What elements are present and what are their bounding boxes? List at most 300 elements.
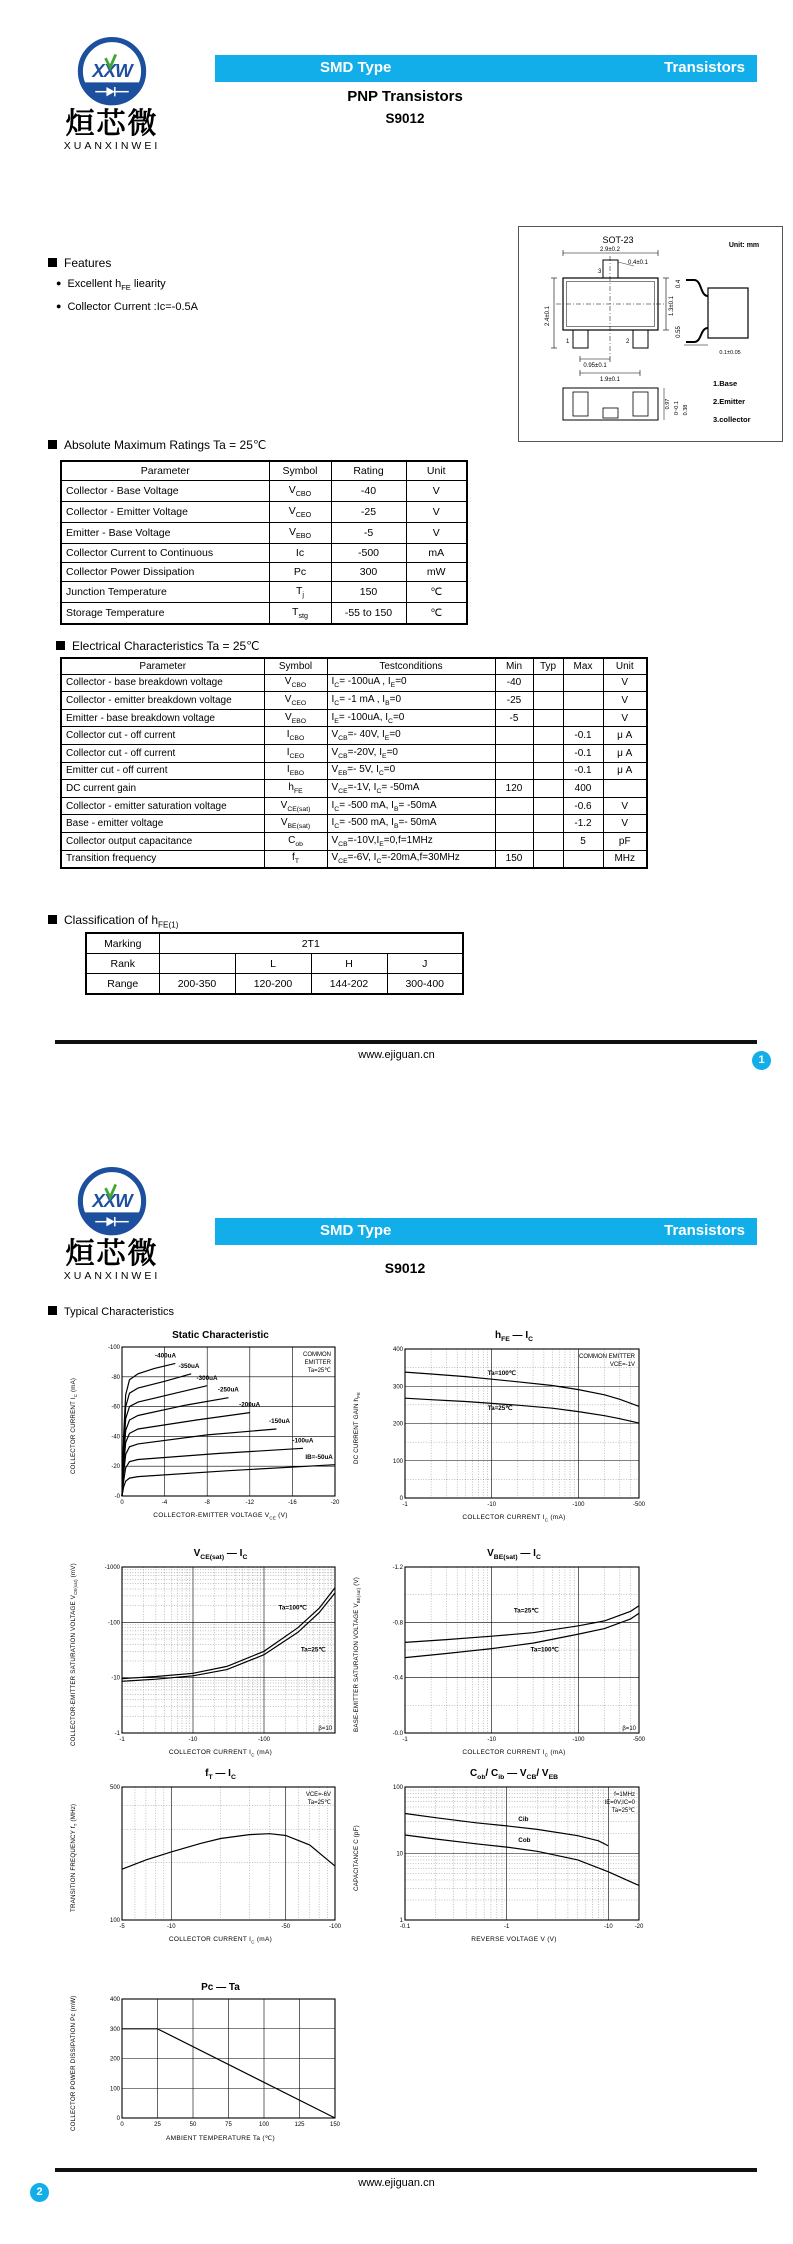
y-axis-label: DC CURRENT GAIN $h_{FE}$ [353, 1392, 362, 1464]
table-cell: 300 [331, 563, 406, 582]
chart-title: $h_{FE}$ — $I_C$ [494, 1330, 534, 1343]
svg-text:IE=0V,IC=0: IE=0V,IC=0 [604, 1800, 635, 1806]
table-cell: -500 [331, 544, 406, 563]
x-axis-label: COLLECTOR-EMITTER VOLTAGE $V_{CE}$ (V) [153, 1512, 288, 1521]
table-cell: $I_C= -100uA$ , $I_E=0$ [327, 674, 495, 692]
svg-text:Ta=100℃: Ta=100℃ [278, 1604, 307, 1612]
table-cell: 120 [495, 780, 533, 798]
footer-url: www.ejiguan.cn [358, 2177, 435, 2189]
features-list [56, 278, 198, 322]
table-row [61, 603, 467, 625]
table-cell: mA [406, 544, 467, 563]
table-cell: 2T1 [159, 933, 463, 954]
table-row [61, 850, 647, 868]
table-cell: -0.1 [563, 727, 603, 745]
table-cell [495, 832, 533, 850]
table-cell: J [387, 954, 463, 974]
table-row [61, 762, 647, 780]
table-cell: Collector - emitter saturation voltage [61, 797, 264, 815]
svg-text:-50: -50 [281, 1924, 291, 1930]
table-cell: 120-200 [235, 974, 311, 995]
table-cell: 200-350 [159, 974, 235, 995]
chart-vce-saturation [70, 1548, 345, 1757]
table-cell: Collector - Emitter Voltage [61, 502, 269, 523]
table-cell: pF [603, 832, 647, 850]
table-cell: V [603, 709, 647, 727]
svg-text:Ta=25℃: Ta=25℃ [513, 1607, 539, 1615]
chart-plot [379, 1782, 649, 1934]
svg-text:1: 1 [399, 1918, 403, 1924]
table-cell: V [603, 692, 647, 710]
svg-text:25: 25 [154, 2122, 161, 2128]
table-cell: μ A [603, 744, 647, 762]
chart-title: Static Characteristic [172, 1330, 269, 1341]
svg-text:1.3±0.1: 1.3±0.1 [669, 296, 675, 316]
svg-text:-350uA: -350uA [178, 1362, 200, 1370]
table-cell: Base - emitter voltage [61, 815, 264, 833]
table-cell: $V_{CEO}$ [269, 502, 331, 523]
svg-text:-4: -4 [161, 1500, 168, 1506]
svg-text:-0.0: -0.0 [392, 1731, 403, 1737]
table-row [61, 502, 467, 523]
abs-max-heading: Absolute Maximum Ratings Ta = 25℃ [48, 438, 266, 452]
logo-english-name: XUANXINWEI [63, 1270, 161, 1282]
svg-text:-1: -1 [114, 1731, 120, 1737]
table-cell: $V_{CE}=-6V$, $I_C=-20mA,f=30MHz$ [327, 850, 495, 868]
svg-text:0.55: 0.55 [676, 326, 682, 338]
svg-text:XXW: XXW [92, 1189, 132, 1211]
column-header: Parameter [61, 658, 264, 674]
svg-text:300: 300 [392, 1384, 403, 1391]
electrical-characteristics-table [60, 657, 648, 869]
table-cell: 150 [495, 850, 533, 868]
chart-title: $f_T$ — $I_C$ [205, 1768, 236, 1781]
table-cell: $V_{CE}=-1V$, $I_C= -50mA$ [327, 780, 495, 798]
device-type-title: PNP Transistors [347, 88, 463, 105]
column-header: Min [495, 658, 533, 674]
svg-text:0.1±0.05: 0.1±0.05 [719, 350, 741, 356]
package-outline-drawing [518, 226, 783, 442]
feature-item: ● Excellent $h_{FE}$ liearity [56, 278, 198, 292]
table-cell: -55 to 150 [331, 603, 406, 625]
table-cell: -5 [331, 523, 406, 544]
table-cell: $I_C= -1$ mA , $I_B=0$ [327, 692, 495, 710]
column-header: Testconditions [327, 658, 495, 674]
table-cell [563, 674, 603, 692]
svg-text:f=1MHz: f=1MHz [614, 1792, 635, 1798]
table-cell: V [603, 815, 647, 833]
svg-text:2.4±0.1: 2.4±0.1 [545, 306, 551, 326]
table-row [61, 744, 647, 762]
header-band [215, 55, 757, 82]
table-cell: $I_{CEO}$ [264, 744, 327, 762]
table-cell [563, 692, 603, 710]
svg-text:200: 200 [392, 1421, 403, 1428]
table-cell: -40 [331, 481, 406, 502]
svg-text:IB=-50uA: IB=-50uA [305, 1453, 333, 1461]
svg-text:Unit: mm: Unit: mm [728, 242, 760, 249]
table-cell: -0.1 [563, 744, 603, 762]
chart-power-dissipation [70, 1982, 345, 2142]
svg-text:EMITTER: EMITTER [304, 1360, 331, 1366]
table-row [86, 954, 463, 974]
svg-text:XXW: XXW [92, 59, 132, 81]
table-cell: -40 [495, 674, 533, 692]
svg-text:-10: -10 [188, 1737, 198, 1743]
table-cell: MHz [603, 850, 647, 868]
svg-text:150: 150 [329, 2122, 341, 2128]
svg-text:0.4±0.1: 0.4±0.1 [628, 260, 648, 266]
table-cell [533, 780, 563, 798]
table-row [61, 481, 467, 502]
table-row [61, 563, 467, 582]
table-cell [495, 744, 533, 762]
chart-plot [379, 1344, 649, 1512]
svg-text:-10: -10 [111, 1675, 120, 1682]
table-cell: $I_C= -500$ mA, $I_B= -50mA$ [327, 797, 495, 815]
band-smd-type: SMD Type [320, 59, 392, 76]
svg-text:-1000: -1000 [104, 1565, 120, 1571]
table-cell [533, 762, 563, 780]
table-cell: μ A [603, 762, 647, 780]
svg-text:-10: -10 [487, 1502, 497, 1508]
svg-text:-0: -0 [114, 1494, 120, 1500]
table-cell [495, 815, 533, 833]
classification-heading: Classification of $h_{FE(1)}$ [48, 913, 178, 929]
chart-capacitance [353, 1768, 649, 1943]
table-cell: -5 [495, 709, 533, 727]
band-smd-type: SMD Type [320, 1222, 392, 1239]
table-cell: Emitter - base breakdown voltage [61, 709, 264, 727]
svg-text:2.Emitter: 2.Emitter [713, 397, 746, 406]
table-cell [495, 727, 533, 745]
table-cell [533, 709, 563, 727]
table-cell: $C_{ob}$ [264, 832, 327, 850]
table-cell: mW [406, 563, 467, 582]
svg-text:-20: -20 [634, 1924, 644, 1930]
table-cell: $T_j$ [269, 582, 331, 603]
chart-transition-frequency [70, 1768, 345, 1944]
table-cell: Collector - base breakdown voltage [61, 674, 264, 692]
footer-rule [55, 1040, 757, 1044]
y-axis-label: COLLECTOR CURRENT $I_C$ (mA) [70, 1377, 79, 1475]
svg-text:-300uA: -300uA [196, 1374, 218, 1382]
svg-text:-20: -20 [330, 1500, 340, 1506]
table-cell: Range [86, 974, 159, 995]
table-cell: Transition frequency [61, 850, 264, 868]
table-row [86, 974, 463, 995]
table-cell [533, 832, 563, 850]
table-cell: $V_{EBO}$ [269, 523, 331, 544]
svg-text:SOT-23: SOT-23 [602, 235, 634, 245]
svg-text:2.9±0.2: 2.9±0.2 [600, 247, 620, 253]
band-transistors: Transistors [664, 1222, 745, 1239]
svg-text:-100: -100 [328, 1924, 342, 1930]
absolute-maximum-ratings-table [60, 460, 468, 625]
table-cell [533, 727, 563, 745]
table-cell [533, 674, 563, 692]
table-cell: $I_{EBO}$ [264, 762, 327, 780]
table-cell: $V_{CB}=-20V$, $I_E=0$ [327, 744, 495, 762]
table-cell: 150 [331, 582, 406, 603]
table-cell: H [311, 954, 387, 974]
table-cell: $I_{CBO}$ [264, 727, 327, 745]
table-cell: $V_{CBO}$ [269, 481, 331, 502]
svg-text:-500: -500 [632, 1502, 646, 1508]
page-2 [0, 1122, 793, 2244]
svg-text:300: 300 [109, 2026, 120, 2033]
svg-text:Ta=25℃: Ta=25℃ [487, 1405, 513, 1413]
table-row [61, 674, 647, 692]
table-row [61, 797, 647, 815]
table-cell [563, 709, 603, 727]
y-axis-label: BASE-EMITTER SATURATION VOLTAGE $V_{BE(sat)}$ (V) [353, 1576, 362, 1733]
svg-text:3.collector: 3.collector [713, 415, 751, 424]
chart-plot [96, 1342, 345, 1510]
footer-rule [55, 2168, 757, 2172]
table-row [86, 933, 463, 954]
x-axis-label: REVERSE VOLTAGE V (V) [471, 1936, 557, 1943]
chart-plot [96, 1782, 345, 1934]
svg-text:0: 0 [116, 2116, 120, 2122]
x-axis-label: COLLECTOR CURRENT $I_C$ (mA) [168, 1749, 273, 1758]
x-axis-label: AMBIENT TEMPERATURE Ta (℃) [166, 2135, 275, 2142]
column-header: Typ [533, 658, 563, 674]
table-cell [159, 954, 235, 974]
table-cell: $V_{CEO}$ [264, 692, 327, 710]
table-cell: V [603, 674, 647, 692]
table-row [61, 815, 647, 833]
table-cell: -0.1 [563, 762, 603, 780]
svg-text:200: 200 [109, 2056, 120, 2063]
svg-text:100: 100 [258, 2122, 270, 2128]
feature-item: ● Collector Current :Ic=-0.5A [56, 301, 198, 313]
table-cell: $V_{CB}=-$ 40V, $I_E=0$ [327, 727, 495, 745]
svg-text:Ta=25℃: Ta=25℃ [307, 1368, 331, 1374]
table-row [61, 709, 647, 727]
table-cell: Collector - emitter breakdown voltage [61, 692, 264, 710]
logo-english-name: XUANXINWEI [63, 140, 161, 152]
svg-text:-1.2: -1.2 [392, 1565, 403, 1571]
table-cell: DC current gain [61, 780, 264, 798]
svg-text:-100uA: -100uA [292, 1437, 314, 1445]
svg-text:-100: -100 [107, 1620, 120, 1627]
table-cell [533, 797, 563, 815]
svg-text:-1: -1 [402, 1737, 408, 1743]
svg-text:-60: -60 [111, 1404, 120, 1411]
footer-url: www.ejiguan.cn [358, 1049, 435, 1061]
table-cell: Junction Temperature [61, 582, 269, 603]
svg-text:-250uA: -250uA [217, 1386, 239, 1394]
svg-text:2: 2 [626, 339, 630, 345]
table-cell: Storage Temperature [61, 603, 269, 625]
typical-characteristics-heading: Typical Characteristics [48, 1306, 174, 1318]
svg-text:VCE=-1V: VCE=-1V [609, 1362, 635, 1368]
table-cell: $V_{CE(sat)}$ [264, 797, 327, 815]
header-band [215, 1218, 757, 1245]
svg-text:0~0.1: 0~0.1 [674, 401, 680, 415]
table-row [61, 544, 467, 563]
svg-text:3: 3 [598, 269, 602, 275]
y-axis-label: CAPACITANCE C (pF) [353, 1825, 360, 1891]
chart-vbe-saturation [353, 1548, 649, 1757]
chart-title: Pc — Ta [201, 1982, 240, 1993]
svg-text:β=10: β=10 [318, 1726, 332, 1732]
table-cell: Collector Current to Continuous [61, 544, 269, 563]
part-number: S9012 [384, 1260, 426, 1276]
band-transistors: Transistors [664, 59, 745, 76]
table-cell: Emitter - Base Voltage [61, 523, 269, 544]
svg-text:Ta=25℃: Ta=25℃ [611, 1808, 635, 1814]
svg-text:Ta=100℃: Ta=100℃ [530, 1646, 559, 1654]
x-axis-label: COLLECTOR CURRENT $I_C$ (mA) [462, 1749, 566, 1758]
table-row [61, 727, 647, 745]
svg-text:-0.1: -0.1 [399, 1924, 411, 1930]
table-cell: $V_{EBO}$ [264, 709, 327, 727]
table-row [61, 523, 467, 544]
column-header: Symbol [264, 658, 327, 674]
table-cell: Rank [86, 954, 159, 974]
svg-text:β=10: β=10 [622, 1726, 636, 1732]
svg-text:VCE=-6V: VCE=-6V [305, 1792, 331, 1798]
column-header: Max [563, 658, 603, 674]
chart-plot [96, 1994, 345, 2132]
svg-text:0: 0 [120, 1500, 124, 1506]
table-cell: Ic [269, 544, 331, 563]
chart-title: $C_{ob}/$ $C_{ib}$ — $V_{CB}/$ $V_{EB}$ [469, 1768, 559, 1781]
table-cell: $V_{EB}=-$ 5V, $I_C=0$ [327, 762, 495, 780]
table-cell: ℃ [406, 603, 467, 625]
svg-text:-80: -80 [111, 1374, 120, 1381]
chart-plot [379, 1562, 649, 1747]
table-cell [533, 815, 563, 833]
table-cell: -0.6 [563, 797, 603, 815]
table-cell: 400 [563, 780, 603, 798]
table-cell: $V_{CB}=-10V,I_E=0,f=1MHz$ [327, 832, 495, 850]
svg-text:Ta=100℃: Ta=100℃ [487, 1370, 516, 1378]
column-header: Rating [331, 461, 406, 481]
table-cell: $I_E= -100uA$, $I_C=0$ [327, 709, 495, 727]
svg-text:-0.4: -0.4 [392, 1675, 403, 1682]
table-cell [495, 762, 533, 780]
table-cell: Collector Power Dissipation [61, 563, 269, 582]
svg-text:1.9±0.1: 1.9±0.1 [600, 377, 620, 383]
svg-text:-40: -40 [111, 1434, 120, 1441]
table-cell: $V_{CBO}$ [264, 674, 327, 692]
svg-text:-500: -500 [632, 1737, 646, 1743]
table-cell: $I_C= -500$ mA, $I_B=-$ 50mA [327, 815, 495, 833]
column-header: Unit [603, 658, 647, 674]
table-cell: $V_{BE(sat)}$ [264, 815, 327, 833]
table-cell: -25 [495, 692, 533, 710]
svg-text:-400uA: -400uA [155, 1352, 177, 1360]
svg-text:-200uA: -200uA [239, 1401, 261, 1409]
table-row [61, 832, 647, 850]
svg-text:1.Base: 1.Base [713, 379, 738, 388]
chart-title: $V_{BE(sat)}$ — $I_C$ [487, 1548, 541, 1561]
table-cell: -1.2 [563, 815, 603, 833]
table-cell: $T_{stg}$ [269, 603, 331, 625]
table-cell: Collector output capacitance [61, 832, 264, 850]
table-cell: $f_T$ [264, 850, 327, 868]
svg-text:-0.8: -0.8 [392, 1620, 403, 1627]
svg-text:Cib: Cib [518, 1815, 529, 1823]
svg-text:-100: -100 [572, 1502, 585, 1508]
svg-text:0: 0 [399, 1496, 403, 1502]
svg-text:COMMON EMITTER: COMMON EMITTER [579, 1354, 635, 1360]
y-axis-label: TRANSITION FREQUENCY $f_T$ (MHz) [70, 1803, 79, 1913]
svg-text:1: 1 [566, 339, 570, 345]
svg-text:400: 400 [392, 1347, 403, 1353]
svg-text:Ta=25℃: Ta=25℃ [307, 1800, 331, 1806]
svg-text:-100: -100 [257, 1737, 271, 1743]
svg-text:400: 400 [109, 1997, 120, 2003]
chart-static-characteristic [70, 1330, 345, 1520]
logo-chinese-name: 烜芯微 [65, 1238, 159, 1270]
x-axis-label: COLLECTOR CURRENT $I_C$ (mA) [462, 1514, 566, 1523]
table-cell [495, 797, 533, 815]
column-header: Parameter [61, 461, 269, 481]
table-cell: V [406, 481, 467, 502]
svg-text:Cob: Cob [518, 1836, 531, 1844]
part-number: S9012 [385, 111, 425, 126]
table-cell: Collector cut - off current [61, 744, 264, 762]
y-axis-label: COLLECTOR-EMITTER SATURATION VOLTAGE $V_{CE(sat)}$ (mV) [70, 1563, 79, 1746]
svg-text:100: 100 [109, 2086, 120, 2093]
table-cell: -25 [331, 502, 406, 523]
svg-text:-150uA: -150uA [268, 1417, 290, 1425]
svg-text:0.38: 0.38 [683, 404, 689, 416]
table-row [61, 582, 467, 603]
table-cell: L [235, 954, 311, 974]
svg-text:75: 75 [225, 2122, 232, 2128]
svg-text:100: 100 [392, 1785, 403, 1791]
table-cell [533, 692, 563, 710]
page-number-badge: 2 [30, 2183, 49, 2202]
svg-text:-1: -1 [504, 1924, 510, 1930]
table-cell: Collector cut - off current [61, 727, 264, 745]
svg-text:0.97: 0.97 [665, 398, 671, 410]
page-number-badge: 1 [752, 1051, 771, 1070]
svg-text:500: 500 [109, 1785, 120, 1791]
svg-text:100: 100 [392, 1458, 403, 1465]
features-heading: Features [48, 256, 111, 270]
svg-text:-100: -100 [572, 1737, 585, 1743]
svg-text:-10: -10 [166, 1924, 176, 1930]
table-row [61, 692, 647, 710]
table-cell [563, 850, 603, 868]
chart-dc-current-gain [353, 1330, 649, 1522]
logo-mark-icon [74, 1164, 150, 1244]
svg-text:0: 0 [120, 2122, 124, 2128]
svg-text:-8: -8 [204, 1500, 210, 1506]
column-header: Unit [406, 461, 467, 481]
svg-text:-12: -12 [245, 1500, 255, 1506]
svg-text:125: 125 [294, 2122, 305, 2128]
svg-text:100: 100 [109, 1918, 120, 1924]
svg-text:-5: -5 [119, 1924, 125, 1930]
x-axis-label: COLLECTOR CURRENT $I_C$ (mA) [168, 1936, 273, 1945]
hfe-classification-table [85, 932, 464, 995]
svg-text:-10: -10 [487, 1737, 497, 1743]
table-cell [533, 744, 563, 762]
electrical-heading: Electrical Characteristics Ta = 25℃ [56, 639, 260, 653]
chart-title: $V_{CE(sat)}$ — $I_C$ [193, 1548, 248, 1561]
y-axis-label: COLLECTOR POWER DISSIPATION Pc (mW) [70, 1995, 77, 2131]
table-cell: Emitter cut - off current [61, 762, 264, 780]
svg-text:0.4: 0.4 [676, 279, 682, 289]
svg-text:COMMON: COMMON [303, 1352, 331, 1358]
